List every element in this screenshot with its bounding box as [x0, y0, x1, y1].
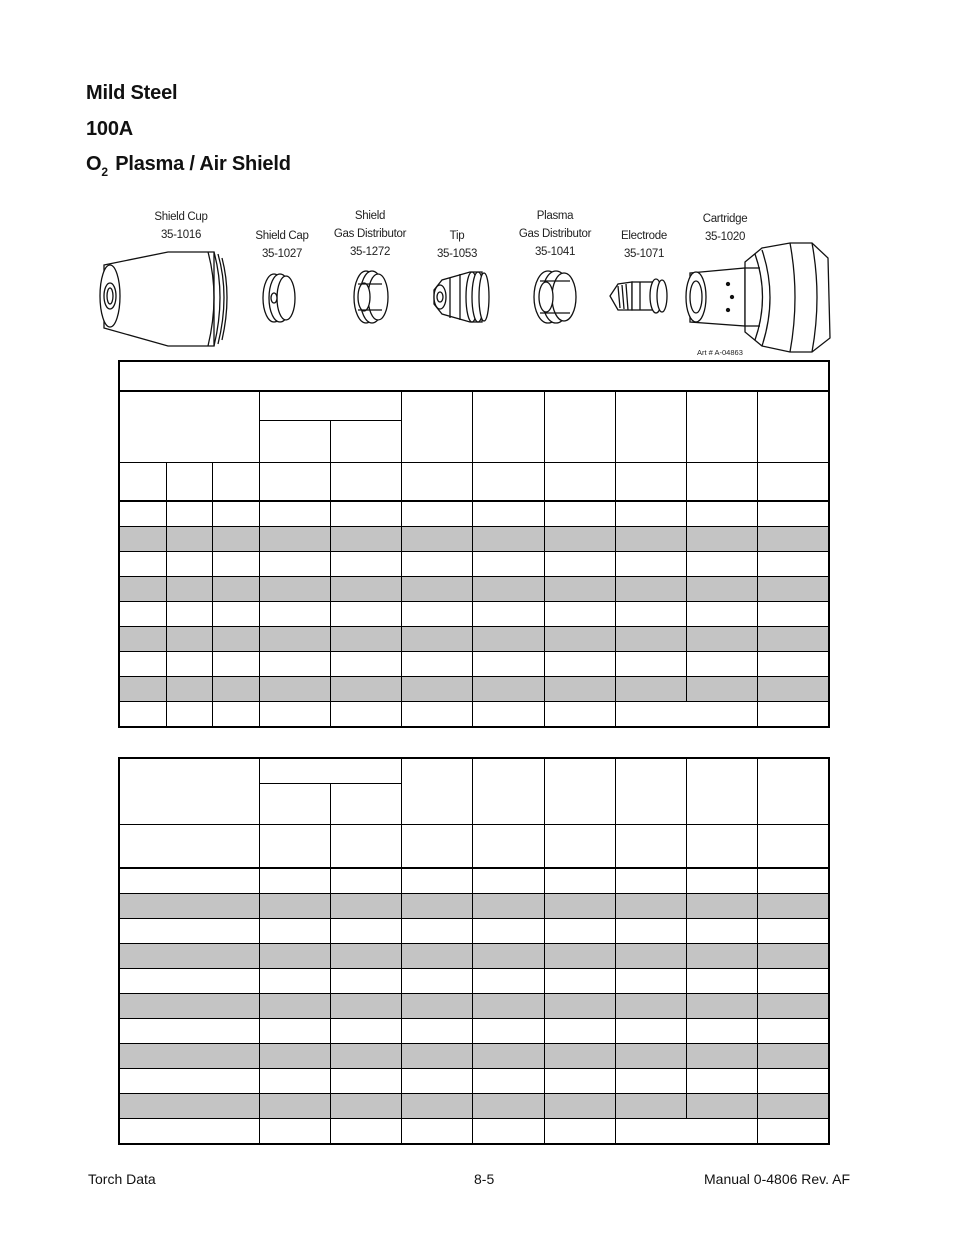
table-row [119, 501, 829, 527]
cut-chart-table-lower [118, 757, 830, 1145]
shield-cap-drawing [263, 274, 295, 322]
heading-material: Mild Steel [86, 82, 178, 104]
part-label-shield-cap [255, 227, 308, 263]
table-row [119, 577, 829, 602]
table-header-row [119, 825, 829, 869]
part-number: 35-1041 [534, 246, 576, 258]
table-header-row [119, 463, 829, 502]
part-label-shield-gas-distributor [334, 207, 406, 261]
table-row [119, 602, 829, 627]
heading-gas-subscript: 2 [101, 165, 108, 179]
table-row [119, 1119, 829, 1145]
table-row [119, 627, 829, 652]
table-row [119, 994, 829, 1019]
part-number: 35-1016 [160, 229, 202, 241]
part-number: 35-1053 [436, 248, 478, 260]
footer-manual-ref: Manual 0-4806 Rev. AF [704, 1171, 851, 1187]
table-row [119, 652, 829, 677]
footer-section-title: Torch Data [88, 1171, 156, 1187]
shield-gas-distributor-drawing [354, 271, 388, 323]
part-name: Tip [449, 230, 465, 242]
plasma-gas-distributor-drawing [534, 271, 576, 323]
table-header-row [119, 391, 829, 421]
part-number: 35-1071 [623, 248, 665, 260]
heading-gas-rest: Plasma / Air Shield [115, 153, 291, 175]
table-row [119, 702, 829, 728]
footer-page-number: 8-5 [474, 1171, 495, 1187]
table-row [119, 944, 829, 969]
table-row [119, 1019, 829, 1044]
part-label-cartridge [703, 210, 748, 246]
table-row [119, 969, 829, 994]
part-name: Electrode [621, 230, 667, 242]
part-number: 35-1272 [349, 246, 391, 258]
art-reference: Art # A-04863 [697, 348, 743, 357]
table-row [119, 1094, 829, 1119]
part-label-electrode [621, 227, 667, 263]
heading-gas-prefix: O [86, 153, 102, 175]
part-name-line1: Plasma [536, 210, 574, 222]
part-label-tip [437, 227, 477, 263]
shield-cup-drawing [100, 252, 227, 346]
table-title-row [119, 361, 829, 391]
table-header-row [119, 758, 829, 784]
table-row [119, 868, 829, 894]
table-row [119, 527, 829, 552]
parts-illustration [0, 0, 954, 360]
part-name: Cartridge [702, 213, 748, 225]
cartridge-drawing [686, 243, 830, 352]
part-name-line1: Shield [354, 210, 386, 222]
heading-current: 100A [86, 118, 134, 140]
table-row [119, 1044, 829, 1069]
cut-chart-table-upper [118, 360, 830, 728]
table-row [119, 1069, 829, 1094]
table-row [119, 552, 829, 577]
table-row [119, 894, 829, 919]
part-label-shield-cup [154, 208, 207, 244]
table-row [119, 677, 829, 702]
part-number: 35-1027 [261, 248, 303, 260]
electrode-drawing [610, 279, 667, 313]
part-name-line2: Gas Distributor [333, 228, 407, 240]
table-row [119, 919, 829, 944]
part-name-line2: Gas Distributor [518, 228, 592, 240]
tip-drawing [434, 272, 489, 322]
part-name: Shield Cup [154, 211, 208, 223]
part-name: Shield Cap [255, 230, 309, 242]
part-label-plasma-gas-distributor [519, 207, 591, 261]
part-number: 35-1020 [704, 231, 746, 243]
